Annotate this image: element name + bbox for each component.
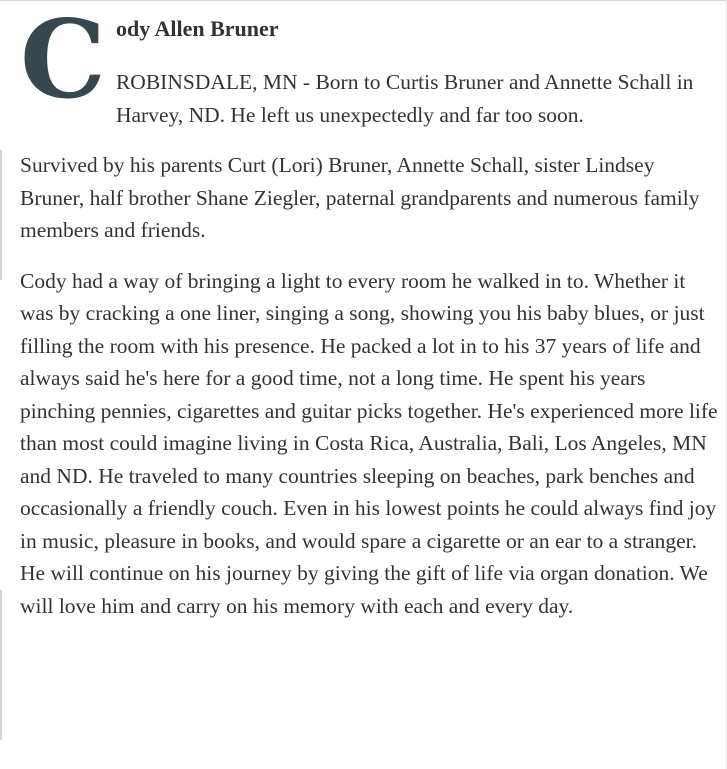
intro-paragraph: ROBINSDALE, MN - Born to Curtis Bruner and Annette Schall in Harvey, ND. He left us unexpectedly and far too soon. (115, 70, 694, 127)
tribute-paragraph: Cody had a way of bringing a light to every room he walked in to. Whether it was by cracking a one liner, singing a song, showing you his baby blues, or just filling the room with his presence. He packed a lot in to his 37 years of life and always said he's here for a good time, not a long time. He spent his years pinching pennies, cigarettes and guitar picks together. He's experienced more life than most could imagine living in Costa Rica, Australia, Bali, Los Angeles, MN and ND. He traveled to many countries sleeping on beaches, park benches and occasionally a friendly couch. Even in his lowest points he could always find joy in music, pleasure in books, and would spare a cigarette or an ear to a stranger. He will continue on his journey by giving the gift of life via organ donation. We will love him and carry on his memory with each and every day. (20, 268, 718, 618)
drop-cap: C (20, 0, 106, 123)
obituary-article (20, 0, 720, 640)
deceased-name: ody Allen Bruner (115, 16, 279, 41)
left-edge-mark (0, 150, 2, 280)
left-edge-mark (0, 590, 2, 740)
opening-section (20, 0, 720, 131)
survivors-paragraph: Survived by his parents Curt (Lori) Bruner, Annette Schall, sister Lindsey Bruner, half brother Shane Ziegler, paternal grandparents and numerous family members and friends. (20, 153, 700, 242)
